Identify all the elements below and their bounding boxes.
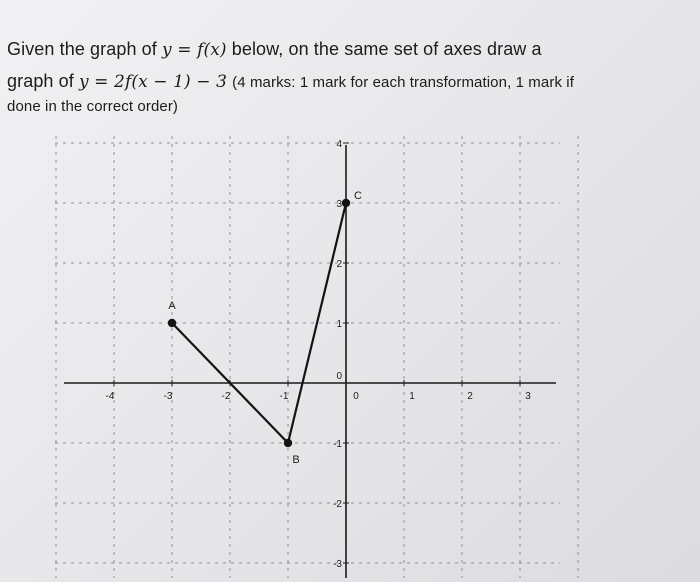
x-tick-label: 3 (525, 391, 531, 402)
question-line-1-suffix: below, on the same set of axes draw a (231, 39, 542, 59)
y-tick-label: 1 (336, 319, 342, 330)
y-tick-label: 3 (336, 199, 342, 210)
point-label-b: B (292, 454, 300, 466)
point-label-c: C (354, 190, 362, 202)
y-tick-label: 2 (336, 259, 342, 270)
point-b (284, 439, 292, 447)
x-tick-label: 1 (409, 391, 415, 402)
point-c (342, 199, 350, 207)
x-tick-label: -2 (221, 391, 231, 402)
x-tick-label: -4 (105, 391, 115, 402)
y-tick-label: -2 (333, 499, 342, 510)
y-tick-label: 4 (336, 139, 342, 150)
question-line-2-prefix: graph of (7, 71, 74, 91)
y-tick-label: -3 (333, 559, 342, 570)
x-tick-label: 0 (353, 391, 359, 402)
function-f-expression: y = f(x) (162, 40, 227, 60)
y-tick-label: 0 (336, 371, 342, 382)
marks-note: (4 marks: 1 mark for each transformation, 1 mark if (232, 74, 575, 91)
x-tick-label: -3 (163, 391, 173, 402)
question-line-1-prefix: Given the graph of (7, 39, 157, 59)
point-label-a: A (168, 300, 176, 312)
question-line-3: done in the correct order) (7, 98, 179, 115)
point-a (168, 319, 176, 327)
x-tick-label: 2 (467, 391, 473, 402)
transformed-function-expression: y = 2f(x − 1) − 3 (78, 72, 228, 92)
y-tick-label: -1 (333, 439, 342, 450)
x-tick-label: -1 (279, 391, 289, 402)
